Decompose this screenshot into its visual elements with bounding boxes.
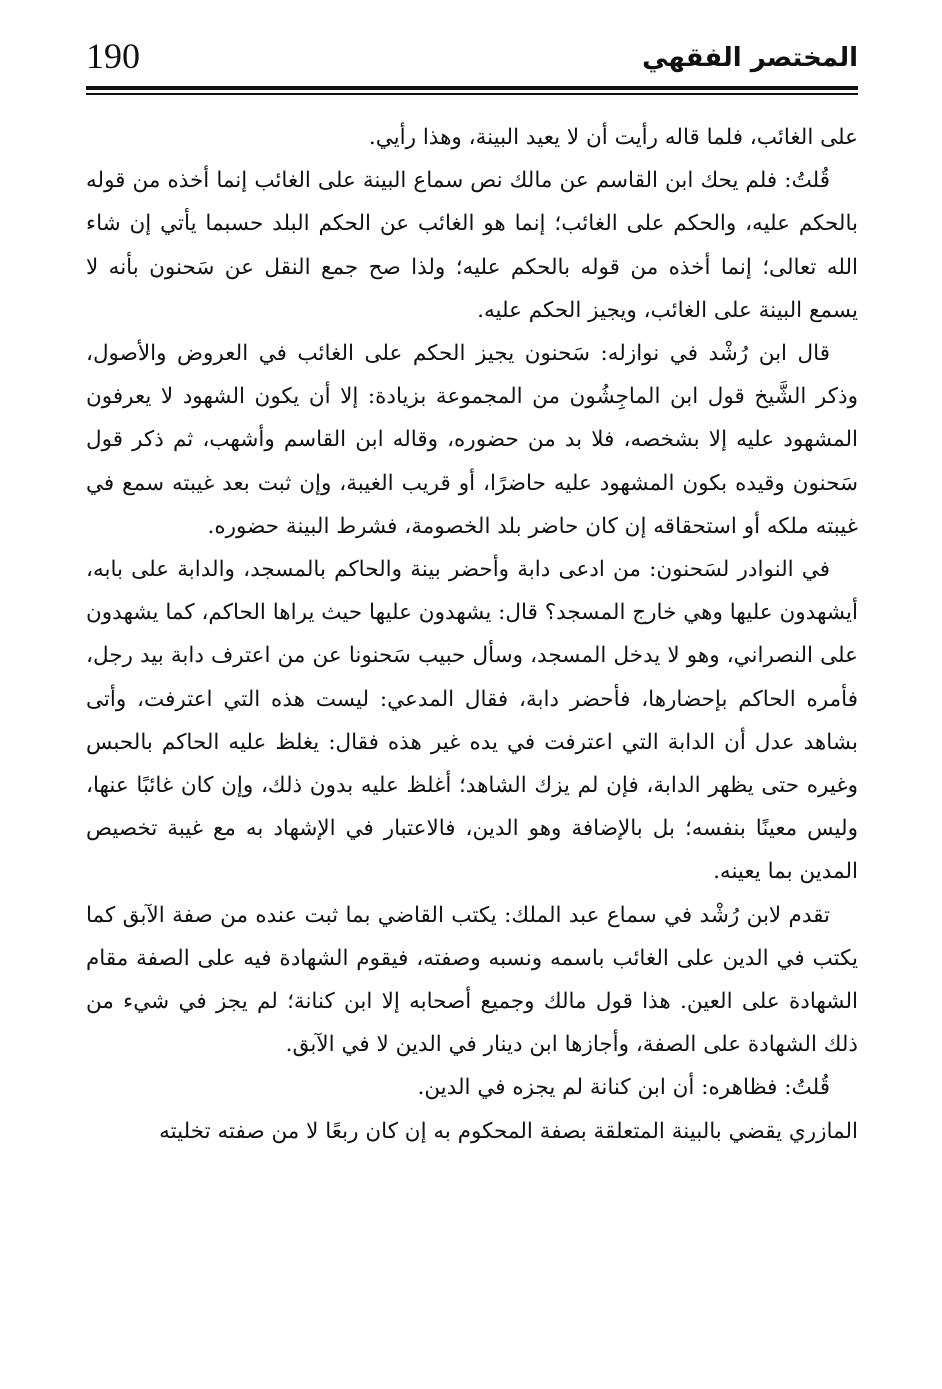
page-header xyxy=(86,30,858,92)
header-rule-thin xyxy=(86,93,858,95)
paragraph: قُلتُ: فظاهره: أن ابن كنانة لم يجزه في الدين. xyxy=(417,1075,830,1101)
header-rule-thick xyxy=(86,86,858,90)
main-text xyxy=(86,116,858,1153)
paragraph: على الغائب، فلما قاله رأيت أن لا يعيد البينة، وهذا رأيي. xyxy=(368,125,858,150)
paragraph: المازري يقضي بالبينة المتعلقة بصفة المحكوم به إن كان ربعًا لا من صفته تخليته xyxy=(159,1118,858,1144)
paragraph: تقدم لابن رُشْد في سماع عبد الملك: يكتب القاضي بما ثبت عنده من صفة الآبق كما يكتب في الدين على الغائب باسمه ونسبه وصفته، فيقوم الشهادة فيه على الصفة مقام الشهادة على العين. هذا قول مالك وجميع أصحابه إلا ابن كنانة؛ لم يجز في شيء من ذلك الشهادة على الصفة، وأجازها ابن دينار في الدين لا في الآبق. xyxy=(86,902,858,1058)
paragraph: قال ابن رُشْد في نوازله: سَحنون يجيز الحكم على الغائب في العروض والأصول، وذكر الشَّيخ قول ابن الماجِشُون من المجموعة بزيادة: إلا أن يكون الشهود لا يعرفون المشهود عليه إلا بشخصه، فلا بد من حضوره، وقاله ابن القاسم وأشهب، ثم ذكر قول سَحنون وقيده بكون المشهود عليه حاضرًا، أو قريب الغيبة، وإن ثبت بعد غيبته سمع في غيبته ملكه أو استحقاقه إن كان حاضر بلد الخصومة، فشرط البينة حضوره. xyxy=(86,341,858,539)
paragraph: في النوادر لسَحنون: من ادعى دابة وأحضر بينة والحاكم بالمسجد، والدابة على بابه، أيشهدون عليها وهي خارج المسجد؟ قال: يشهدون عليها حيث يراها الحاكم، كما يشهدون على النصراني، وهو لا يدخل المسجد، وسأل حبيب سَحنونا عن من اعترف دابة بيد رجل، فأمره الحاكم بإحضارها، فأحضر دابة، فقال المدعي: ليست هذه التي اعترفت، وأتى بشاهد عدل أن الدابة التي اعترفت في يده غير هذه فقال: يغلظ عليه الحاكم بالحبس وغيره حتى يظهر الدابة، فإن لم يزك الشاهد؛ أغلظ عليه بدون ذلك، وإن كان غائبًا عنها، وليس معينًا بنفسه؛ بل بالإضافة وهو الدين، فالاعتبار في الإشهاد به مع غيبة تخصيص المدين بما يعينه. xyxy=(86,557,858,885)
page-number: 190 xyxy=(86,36,140,76)
running-title: المختصر الفقهي xyxy=(642,43,858,73)
paragraph: قُلتُ: فلم يحك ابن القاسم عن مالك نص سماع البينة على الغائب إنما أخذه من قوله بالحكم عليه، والحكم على الغائب؛ إنما هو الغائب عن الحكم البلد حسبما يأتي إن شاء الله تعالى؛ إنما أخذه من قوله بالحكم عليه؛ ولذا صح جمع النقل عن سَحنون بأنه لا يسمع البينة على الغائب، ويجيز الحكم عليه. xyxy=(86,168,858,323)
